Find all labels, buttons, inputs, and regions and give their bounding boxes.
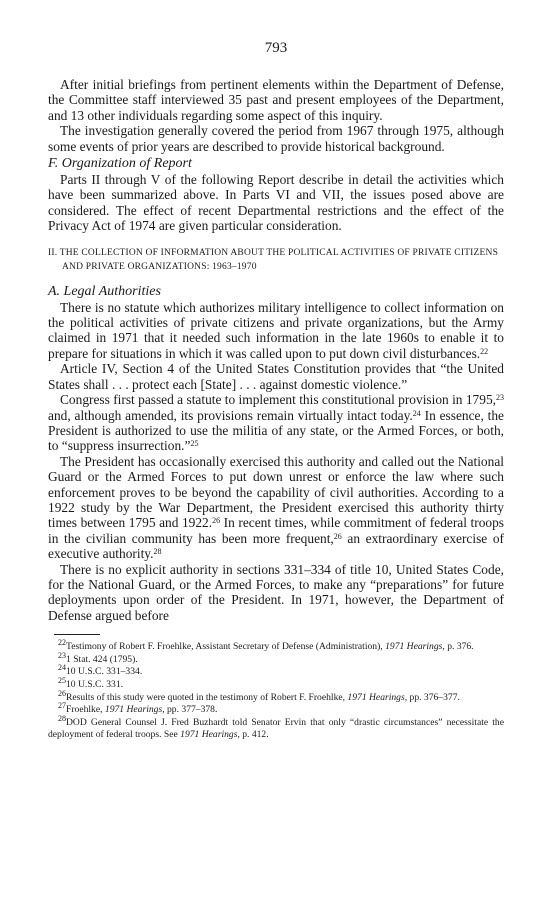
footnote-number: 27	[58, 701, 66, 711]
footnote-number: 22	[58, 638, 66, 648]
paragraph-text: There is no statute which authorizes military intelligence to collect information on the political activities of private citizens and private organizations, but the Army claimed in 1971 that it needed such information in the late 1960s to enable it to prepare for situations in which it was called upon to put down civil disturbances.	[48, 299, 504, 361]
footnote-25	[48, 675, 504, 692]
paragraph-text: an extraordinary exercise of executive authority.	[48, 530, 505, 562]
footnote-citation: 1971 Hearings	[104, 704, 163, 716]
footnote-27	[48, 701, 504, 717]
page-number: 793	[264, 40, 288, 56]
section-a-paragraph-1	[48, 300, 504, 362]
footnote-ref: 28	[153, 547, 162, 557]
footnote-text: Results of this study were quoted in the testimony of Robert F. Froehlke,	[66, 691, 348, 703]
footnote-text: 1 Stat. 424 (1795).	[66, 653, 138, 665]
section-f-heading: F. Organization of Report	[48, 156, 192, 172]
footnote-23	[48, 650, 504, 667]
footnote-26	[48, 688, 504, 705]
section-a-paragraph-4	[48, 454, 504, 562]
section-f-paragraph: Parts II through V of the following Report describe in detail the activities which have been summarized above. In Parts VI and VII, the issues posed above are considered. The effect of recent Departmental restrictions and the effect of the Privacy Act of 1974 are given particular consideration.	[48, 172, 504, 234]
footnote-number: 25	[58, 675, 66, 685]
footnote-text: 10 U.S.C. 331.	[66, 678, 124, 690]
footnote-citation: 1971 Hearings	[385, 641, 443, 653]
footnote-28	[48, 713, 504, 742]
footnote-number: 23	[58, 650, 66, 660]
footnote-text: Froehlke,	[66, 704, 105, 716]
paragraph-text: Congress first passed a statute to implement this constitutional provision in 1795,	[60, 392, 496, 408]
footnote-citation: 1971 Hearings	[347, 691, 405, 703]
footnote-number: 26	[58, 688, 66, 698]
intro-paragraph-2: The investigation generally covered the period from 1967 through 1975, although some events of prior years are described to provide historical background.	[48, 123, 504, 154]
footnote-text: 10 U.S.C. 331–334.	[66, 666, 143, 678]
section-a-paragraph-5: There is no explicit authority in sections 331–334 of title 10, United States Code, for the National Guard, or the Armed Forces, to make any “preparations” for future deployments upon order of the President. In 1971, however, the Department of Defense argued before	[48, 561, 504, 623]
footnote-ref: 25	[190, 439, 199, 449]
intro-paragraph-1: After initial briefings from pertinent elements within the Department of Defense, the Committee staff interviewed 35 past and present employees of the Department, and 13 other individuals regarding some aspect of this inquiry.	[48, 77, 504, 123]
footnote-citation: 1971 Hearings	[180, 729, 238, 741]
footnote-divider	[54, 634, 100, 635]
footnotes	[48, 638, 504, 742]
footnote-ref: 23	[496, 393, 504, 403]
paragraph-text: In recent times, while commitment of federal troops in the civilian community has been more frequent,	[48, 515, 504, 546]
footnote-text: Testimony of Robert F. Froehlke, Assistant Secretary of Defense (Administration),	[66, 641, 386, 653]
paragraph-text: and, although amended, its provisions remain virtually intact today.	[48, 407, 413, 423]
footnote-ref: 22	[480, 346, 489, 356]
footnote-number: 28	[58, 713, 66, 723]
footnote-text: DOD General Counsel J. Fred Buzhardt told Senator Ervin that only “drastic circumstances” necessitate the deployment of federal troops. See	[48, 716, 504, 741]
document-page	[48, 40, 504, 742]
paragraph-text: The President has occasionally exercised this authority and called out the National Guard or the Armed Forces to put down unrest or enforce the law where such enforcement proves to be beyond the capability of civil authorities. According to a 1922 study by the War Department, the President exercised this authority thirty times between 1795 and 1922.	[48, 453, 504, 531]
footnote-tail: , p. 412.	[237, 729, 269, 741]
footnote-22	[48, 638, 504, 654]
footnote-ref: 26	[333, 531, 342, 541]
footnote-24	[48, 663, 504, 679]
section-a-paragraph-3	[48, 392, 504, 454]
footnote-tail: , p. 376.	[442, 641, 474, 653]
section-a-paragraph-2: Article IV, Section 4 of the United States Constitution provides that “the United States shall . . . protect each [State] . . . against domestic violence.”	[48, 361, 504, 392]
footnote-ref: 26	[212, 516, 221, 526]
footnote-ref: 24	[412, 408, 421, 418]
paragraph-text: In essence, the President is authorized to use the militia of any state, or the Armed Forces, or both, to “suppress insurrection.”	[48, 407, 504, 454]
footnote-tail: , pp. 377–378.	[162, 704, 218, 716]
footnote-number: 24	[58, 663, 66, 673]
section-ii-heading: II. THE COLLECTION OF INFORMATION ABOUT THE POLITICAL ACTIVITIES OF PRIVATE CITIZENS AND PRIVATE ORGANIZATIONS: 1963–1970	[48, 247, 499, 272]
section-a-heading: A. Legal Authorities	[48, 283, 161, 299]
footnote-tail: , pp. 376–377.	[404, 691, 460, 703]
